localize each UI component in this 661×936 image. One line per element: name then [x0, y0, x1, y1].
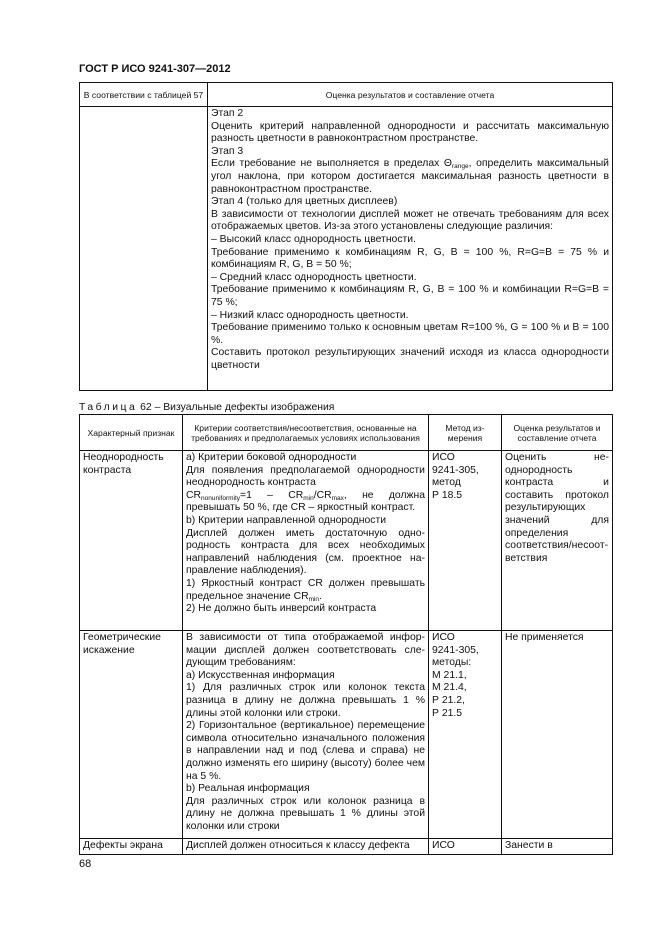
method-line: Р 21.2, [432, 694, 465, 706]
table-62 [79, 414, 613, 855]
t1-line: Если требование не выполняется в пределах $\Theta_{range}$, определить максимальный угол наклона, при котором достигается максимальная разность цветности в равноконтрастном пространстве. [211, 158, 609, 195]
t2-row2-feature: Геометрические искажение [80, 631, 183, 839]
t1-line: Составить протокол результирующих значений исходя из класса однородности цветности [211, 347, 609, 371]
t2-header-feature: Характерный признак [80, 415, 183, 451]
table-62-caption [79, 402, 334, 413]
t1-line: Этап 3 [211, 145, 244, 157]
t1-line: Этап 4 (только для цветных дисплеев) [211, 196, 398, 208]
t1-line: – Средний класс однородность цветности. [211, 271, 417, 283]
t1-eval-cell [208, 107, 613, 391]
t1-line: – Высокий класс однородность цветности. [211, 233, 416, 245]
t2-row1-criteria [183, 451, 429, 631]
criteria-line: b) Критерии направленной однородности [186, 514, 387, 526]
method-line: М 21.1, [432, 669, 467, 681]
document-header: ГОСТ Р ИСО 9241-307—2012 [79, 63, 231, 75]
t1-header-eval: Оценка результатов и составление отчета [208, 83, 613, 107]
t2-row3-method: ИСО [429, 839, 502, 855]
t2-header-result: Оценка результатов и составление отчета [502, 415, 613, 451]
t2-row2-result: Не применяется [502, 631, 613, 839]
t2-header-method: Метод измерения [429, 415, 502, 451]
t2-row3-criteria: Дисплей должен относиться к классу дефекта [183, 839, 429, 855]
t1-line: В зависимости от технологии дисплей может не отвечать требованиям для всех отображаемых цветов. Из-за этого установлены следующие различия: [211, 208, 609, 233]
t2-header-criteria: Критерии соответствия/несоответствия, основанные на требованиях и предполагаемых условиях использования [183, 415, 429, 451]
t2-row2-method [429, 631, 502, 839]
t2-row3-feature: Дефекты экрана [80, 839, 183, 855]
criteria-line: Дисплей должен иметь достаточную однородность контраста для всех необходимых направлений наблюдения (см. проектное направление наблюдения). [186, 527, 425, 577]
method-line: Р 18.5 [432, 489, 463, 501]
page-number: 68 [79, 858, 92, 870]
t1-line: Требование применимо к комбинациям R, G, B = 100 % и комбинации R=G=B = 75 %; [211, 284, 609, 308]
t1-line: Требование применимо только к основным цветам R=100 %, G = 100 % и B = 100 %. [211, 322, 609, 346]
t2-row1-method [429, 451, 502, 631]
t1-line: Оценить критерий направленной однородности и рассчитать максимальную разность цветности в равноконтрастном пространстве. [211, 120, 609, 145]
caption-rest: 62 – Визуальные дефекты изображения [137, 402, 335, 413]
t2-row2-criteria [183, 631, 429, 839]
t1-empty-cell [80, 107, 208, 391]
method-line: Р 21.5 [432, 707, 463, 719]
criteria-line: b) Реальная информация [186, 783, 310, 795]
t1-line: – Низкий класс однородность цветности. [211, 309, 409, 321]
t1-line: Этап 2 [211, 108, 244, 119]
t2-row1-result: Оценить неоднородность контраста и составить протокол результирующих значений для определения соответствия/несоответствия [502, 451, 613, 631]
criteria-line: 1) Яркостный контраст CR должен превышать предельное значение $CR_{min}$. [186, 577, 425, 603]
criteria-line: 2) Горизонтальное (вертикальное) перемещение символа относительно изначального положения в направлении над и под (слева и справа) не должно изменять его ширину (высоту) более чем на 5 %. [186, 720, 425, 782]
method-line: метод [432, 477, 461, 489]
method-line: М 21.4, [432, 682, 467, 694]
caption-prefix: Таблица [79, 402, 138, 413]
t1-header-ref: В соответствии с таблицей 57 [80, 83, 208, 107]
method-line: методы: [432, 657, 472, 669]
method-line: 9241-305, [432, 464, 479, 476]
method-line: ИСО [432, 632, 455, 643]
criteria-line: 1) Для различных строк или колонок текста разница в длину не должна превышать 1 % длины этой колонки или строки. [186, 682, 425, 719]
criteria-line: а) Искусственная информация [186, 669, 335, 681]
t1-line: Требование применимо к комбинациям R, G, B = 100 %, R=G=B = 75 % и комбинациям R, G, B = 50 %; [211, 246, 609, 271]
method-line: 9241-305, [432, 644, 479, 656]
criteria-line: а) Критерии боковой однородности [186, 452, 357, 463]
criteria-line: $CR_{nonuniformity}=1 - CR_{min}/CR_{max}$, не должна превышать 50 %, где CR – яркостный контраст. [186, 489, 425, 514]
continued-table-57 [79, 82, 613, 391]
criteria-line: 2) Не должно быть инверсий контраста [186, 603, 377, 615]
criteria-line: Для различных строк или колонок разница в длину не должна превышать 1 % длины этой колонки или строки [186, 795, 425, 832]
t2-row1-feature: Неоднородность контраста [80, 451, 183, 631]
method-line: ИСО [432, 452, 455, 463]
t2-row3-result: Занести в [502, 839, 613, 855]
criteria-line: В зависимости от типа отображаемой информации дисплей должен соответствовать следующим требованиям: [186, 632, 425, 669]
criteria-line: Для появления предполагаемой однородности неоднородность контраста [186, 464, 425, 489]
